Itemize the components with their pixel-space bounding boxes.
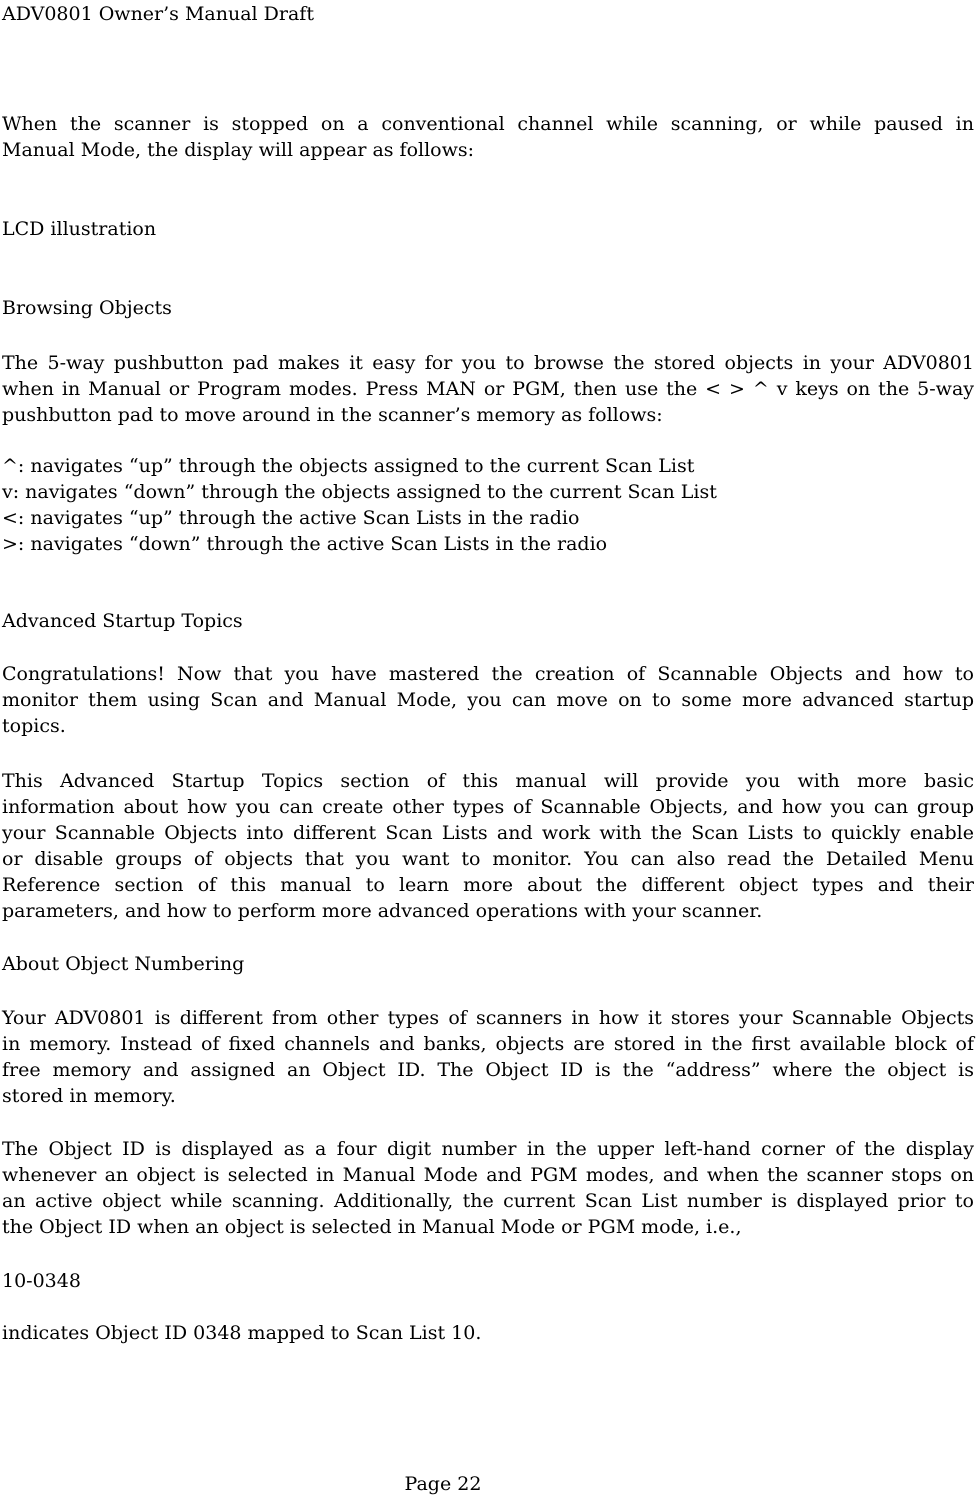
text-line: >: navigates “down” through the active Scan Lists in the radio <box>2 533 608 555</box>
nav-keys-list <box>2 453 974 557</box>
text-line: monitor them using Scan and Manual Mode, you can move on to some more advanced startup <box>2 689 974 711</box>
paragraph-intro <box>2 111 974 163</box>
text-line: parameters, and how to perform more advanced operations with your scanner. <box>2 900 763 922</box>
heading-about-object-numbering: About Object Numbering <box>2 953 245 975</box>
text-line: v: navigates “down” through the objects assigned to the current Scan List <box>2 481 717 503</box>
object-id-example-caption: indicates Object ID 0348 mapped to Scan List 10. <box>2 1322 482 1344</box>
heading-browsing-objects: Browsing Objects <box>2 297 172 319</box>
text-line: free memory and assigned an Object ID. The Object ID is the “address” where the object is <box>2 1059 974 1081</box>
text-line: Reference section of this manual to learn more about the different object types and their <box>2 874 974 896</box>
text-line: Manual Mode, the display will appear as follows: <box>2 139 475 161</box>
paragraph-browsing-objects <box>2 350 974 428</box>
text-line: ^: navigates “up” through the objects assigned to the current Scan List <box>2 455 695 477</box>
document-title: ADV0801 Owner’s Manual Draft <box>2 3 314 25</box>
text-line: when in Manual or Program modes. Press MAN or PGM, then use the < > ^ v keys on the 5-way <box>2 378 974 400</box>
text-line: information about how you can create other types of Scannable Objects, and how you can group <box>2 796 974 818</box>
object-id-example: 10-0348 <box>2 1270 81 1292</box>
heading-advanced-startup-topics: Advanced Startup Topics <box>2 610 243 632</box>
text-line: or disable groups of objects that you want to monitor. You can also read the Detailed Menu <box>2 848 974 870</box>
paragraph-congratulations <box>2 661 974 739</box>
text-line: The Object ID is displayed as a four digit number in the upper left-hand corner of the display <box>2 1138 974 1160</box>
text-line: When the scanner is stopped on a conventional channel while scanning, or while paused in <box>2 113 974 135</box>
text-line: your Scannable Objects into different Scan Lists and work with the Scan Lists to quickly enable <box>2 822 974 844</box>
text-line: stored in memory. <box>2 1085 176 1107</box>
text-line: pushbutton pad to move around in the scanner’s memory as follows: <box>2 404 663 426</box>
paragraph-advanced-info <box>2 768 974 924</box>
text-line: This Advanced Startup Topics section of this manual will provide you with more basic <box>2 770 974 792</box>
page-number: Page 22 <box>404 1473 482 1495</box>
text-line: an active object while scanning. Additionally, the current Scan List number is displayed prior to <box>2 1190 974 1212</box>
text-line: in memory. Instead of fixed channels and banks, objects are stored in the first available block of <box>2 1033 974 1055</box>
paragraph-object-id-display <box>2 1136 974 1240</box>
text-line: The 5-way pushbutton pad makes it easy for you to browse the stored objects in your ADV0801 <box>2 352 974 374</box>
text-line: <: navigates “up” through the active Scan Lists in the radio <box>2 507 580 529</box>
text-line: the Object ID when an object is selected in Manual Mode or PGM mode, i.e., <box>2 1216 742 1238</box>
text-line: Your ADV0801 is different from other types of scanners in how it stores your Scannable Objects <box>2 1007 974 1029</box>
paragraph-object-storage <box>2 1005 974 1109</box>
text-line: Congratulations! Now that you have mastered the creation of Scannable Objects and how to <box>2 663 974 685</box>
text-line: whenever an object is selected in Manual Mode and PGM modes, and when the scanner stops on <box>2 1164 974 1186</box>
lcd-illustration-caption: LCD illustration <box>2 218 157 240</box>
text-line: topics. <box>2 715 66 737</box>
